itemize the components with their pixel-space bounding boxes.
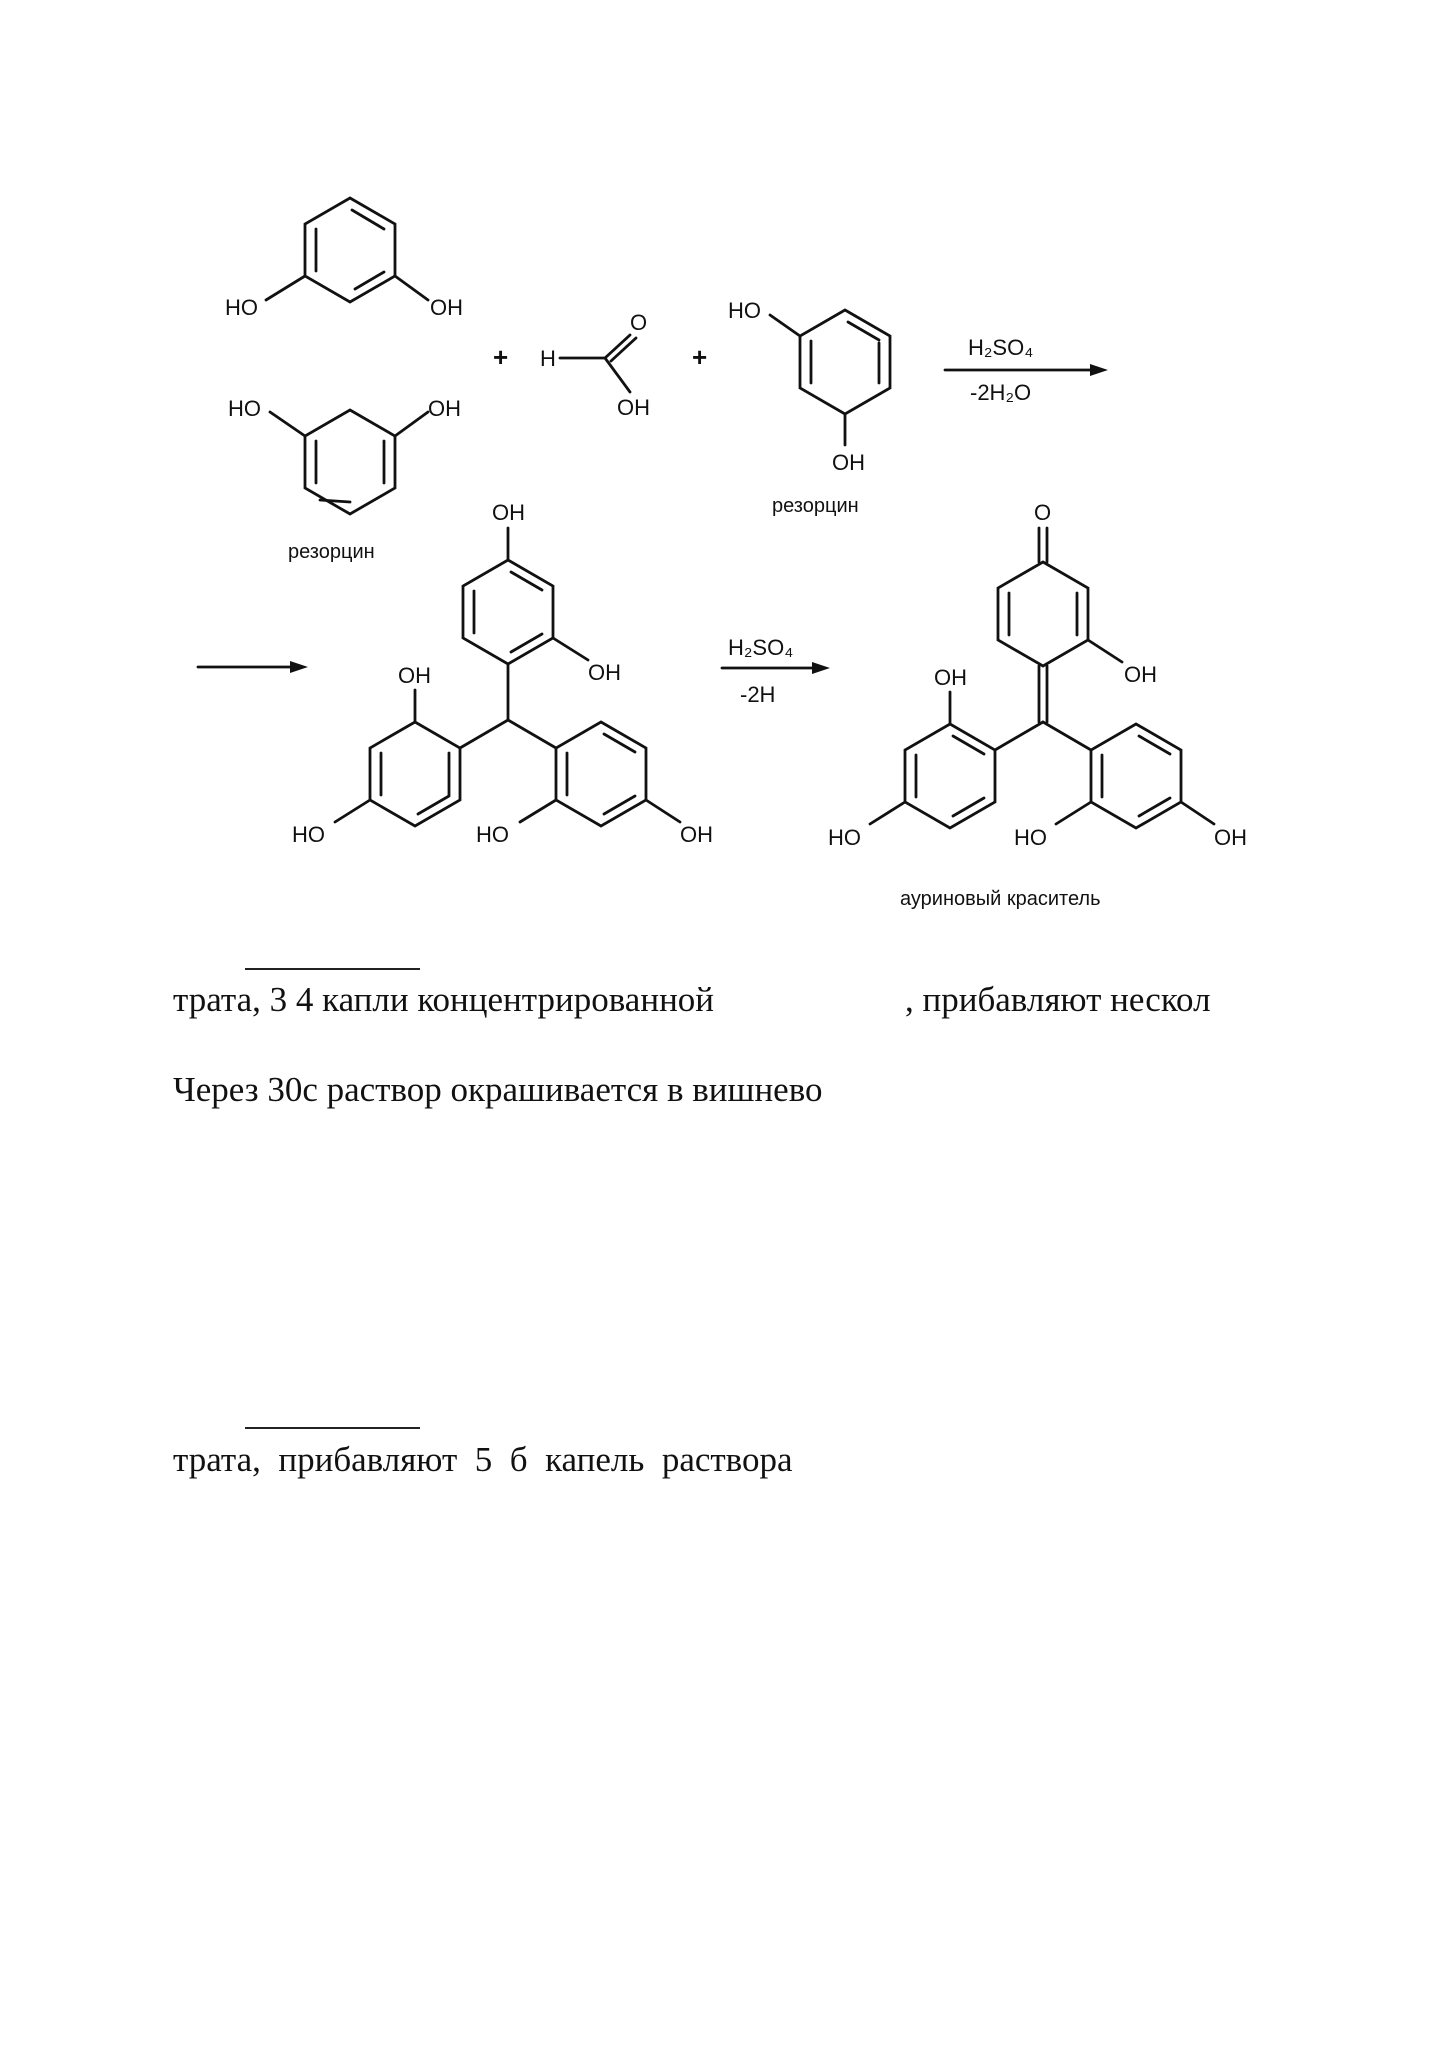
ho-label: HO bbox=[228, 396, 261, 421]
reaction-scheme bbox=[0, 0, 1450, 960]
reaction-arrow-2 bbox=[722, 635, 830, 707]
formic-acid-molecule bbox=[540, 310, 650, 420]
o-label: O bbox=[630, 310, 648, 335]
continuation-arrow bbox=[198, 661, 308, 673]
oh-label: OH bbox=[617, 395, 650, 420]
resorcinol-molecule-1 bbox=[225, 198, 463, 320]
text-line-1-left: трата, 3 4 капли концентрированной bbox=[173, 980, 715, 1019]
ho-label: HO bbox=[225, 295, 258, 320]
text-line-1-right: , прибавляют нескол bbox=[905, 980, 1211, 1019]
resorcinol-molecule-2 bbox=[228, 396, 461, 563]
reagent-label: H₂SO₄ bbox=[728, 635, 794, 660]
oh-label: OH bbox=[398, 663, 431, 688]
aurin-dye-molecule bbox=[828, 500, 1247, 910]
plus-sign: + bbox=[692, 342, 708, 372]
reaction-arrow-1 bbox=[945, 335, 1108, 405]
resorcinol-caption: резорцин bbox=[288, 541, 375, 563]
reagent-label: H₂SO₄ bbox=[968, 335, 1034, 360]
ho-label: HO bbox=[476, 822, 509, 847]
oh-label: OH bbox=[588, 660, 621, 685]
aurin-caption: ауриновый краситель bbox=[900, 888, 1101, 910]
plus-sign: + bbox=[493, 342, 509, 372]
h-label: H bbox=[540, 346, 556, 371]
text-line-3: трата, прибавляют 5 б капель раствора bbox=[173, 1440, 793, 1479]
underline-rule bbox=[245, 1427, 420, 1429]
oh-label: OH bbox=[832, 450, 865, 475]
ho-label: HO bbox=[292, 822, 325, 847]
oh-label: OH bbox=[492, 500, 525, 525]
underline-rule bbox=[245, 968, 420, 970]
resorcinol-caption: резорцин bbox=[772, 495, 859, 517]
oh-label: OH bbox=[680, 822, 713, 847]
oh-label: OH bbox=[428, 396, 461, 421]
ho-label: HO bbox=[828, 825, 861, 850]
oh-label: OH bbox=[430, 295, 463, 320]
oh-label: OH bbox=[934, 665, 967, 690]
ho-label: HO bbox=[1014, 825, 1047, 850]
o-label: O bbox=[1034, 500, 1052, 525]
oh-label: OH bbox=[1214, 825, 1247, 850]
text-line-2: Через 30с раствор окрашивается в вишнево bbox=[173, 1070, 823, 1109]
oh-label: OH bbox=[1124, 662, 1157, 687]
ho-label: HO bbox=[728, 298, 761, 323]
resorcinol-molecule-3 bbox=[728, 298, 890, 517]
byproduct-label: -2H₂O bbox=[970, 380, 1032, 405]
byproduct-label: -2H bbox=[740, 682, 776, 707]
